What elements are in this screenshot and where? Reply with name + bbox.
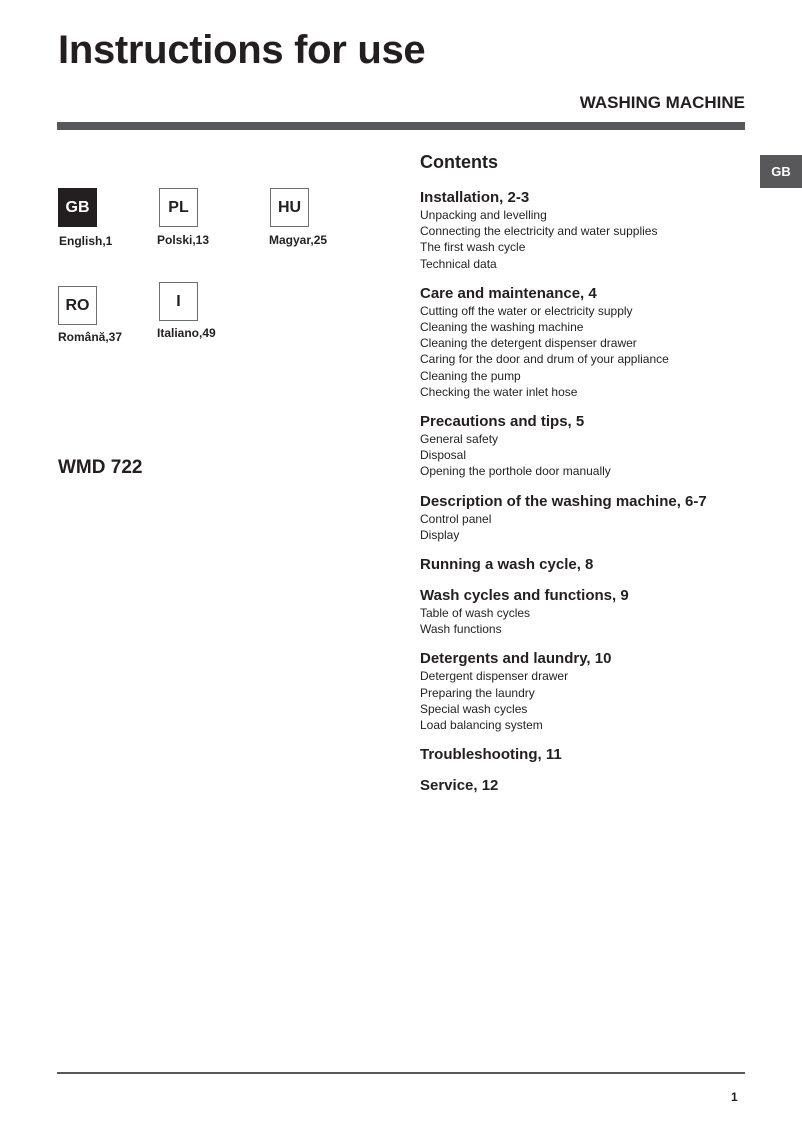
language-label: Italiano,49: [157, 326, 216, 340]
language-hu[interactable]: [270, 188, 390, 247]
table-of-contents: [420, 150, 760, 808]
toc-heading[interactable]: Description of the washing machine, 6-7: [420, 492, 707, 510]
model-number: WMD 722: [58, 457, 143, 478]
language-pl[interactable]: [159, 188, 279, 247]
language-label: English,1: [59, 234, 113, 248]
toc-item[interactable]: Control panel: [420, 511, 492, 526]
language-side-tab: GB: [760, 155, 802, 188]
page-number: 1: [731, 1090, 738, 1104]
document-title: Instructions for use: [58, 28, 426, 72]
toc-section-running: [420, 556, 760, 574]
language-label: Română,37: [58, 330, 123, 344]
toc-item[interactable]: Wash functions: [420, 622, 502, 637]
contents-title: Contents: [420, 152, 498, 172]
toc-section-troubleshooting: [420, 746, 760, 764]
toc-item[interactable]: Cleaning the washing machine: [420, 320, 584, 335]
toc-heading[interactable]: Wash cycles and functions, 9: [420, 587, 629, 605]
footer-divider: [57, 1072, 745, 1074]
toc-item[interactable]: The first wash cycle: [420, 240, 526, 255]
toc-section-description: [420, 493, 760, 543]
toc-item[interactable]: Table of wash cycles: [420, 606, 531, 621]
toc-heading[interactable]: Troubleshooting, 11: [420, 746, 562, 764]
language-label: Magyar,25: [269, 233, 328, 247]
language-code-box: PL: [159, 188, 198, 227]
toc-section-precautions: [420, 413, 760, 480]
toc-item[interactable]: General safety: [420, 432, 499, 447]
toc-heading[interactable]: Precautions and tips, 5: [420, 413, 585, 431]
toc-heading[interactable]: Service, 12: [420, 777, 499, 795]
toc-item[interactable]: Disposal: [420, 448, 467, 463]
toc-item[interactable]: Connecting the electricity and water supplies: [420, 224, 658, 239]
toc-item[interactable]: Display: [420, 527, 460, 542]
language-code-box: HU: [270, 188, 309, 227]
toc-item[interactable]: Cutting off the water or electricity supply: [420, 303, 633, 318]
toc-item[interactable]: Checking the water inlet hose: [420, 384, 578, 399]
toc-item[interactable]: Special wash cycles: [420, 701, 528, 716]
toc-heading[interactable]: Detergents and laundry, 10: [420, 650, 612, 668]
toc-item[interactable]: Unpacking and levelling: [420, 208, 547, 222]
toc-item[interactable]: Technical data: [420, 256, 497, 271]
toc-item[interactable]: Caring for the door and drum of your appliance: [420, 352, 669, 367]
toc-item[interactable]: Cleaning the pump: [420, 368, 521, 383]
language-label: Polski,13: [157, 233, 210, 247]
language-code-box: GB: [58, 188, 97, 227]
toc-item[interactable]: Cleaning the detergent dispenser drawer: [420, 336, 637, 351]
document-subtitle: WASHING MACHINE: [579, 93, 745, 112]
toc-section-detergents: [420, 650, 760, 733]
toc-section-installation: [420, 189, 760, 272]
language-code-box: RO: [58, 286, 97, 325]
toc-item[interactable]: Opening the porthole door manually: [420, 464, 611, 479]
toc-section-service: [420, 777, 760, 795]
header-divider: [57, 122, 745, 130]
language-code-box: I: [159, 282, 198, 321]
toc-item[interactable]: Preparing the laundry: [420, 685, 535, 700]
language-it[interactable]: [159, 282, 279, 340]
toc-heading[interactable]: Care and maintenance, 4: [420, 284, 597, 302]
toc-section-care: [420, 285, 760, 400]
toc-heading[interactable]: Running a wash cycle, 8: [420, 556, 594, 574]
toc-item[interactable]: Load balancing system: [420, 718, 543, 733]
toc-section-wash-cycles: [420, 587, 760, 637]
toc-item[interactable]: Detergent dispenser drawer: [420, 669, 569, 684]
toc-heading[interactable]: Installation, 2-3: [420, 189, 530, 206]
